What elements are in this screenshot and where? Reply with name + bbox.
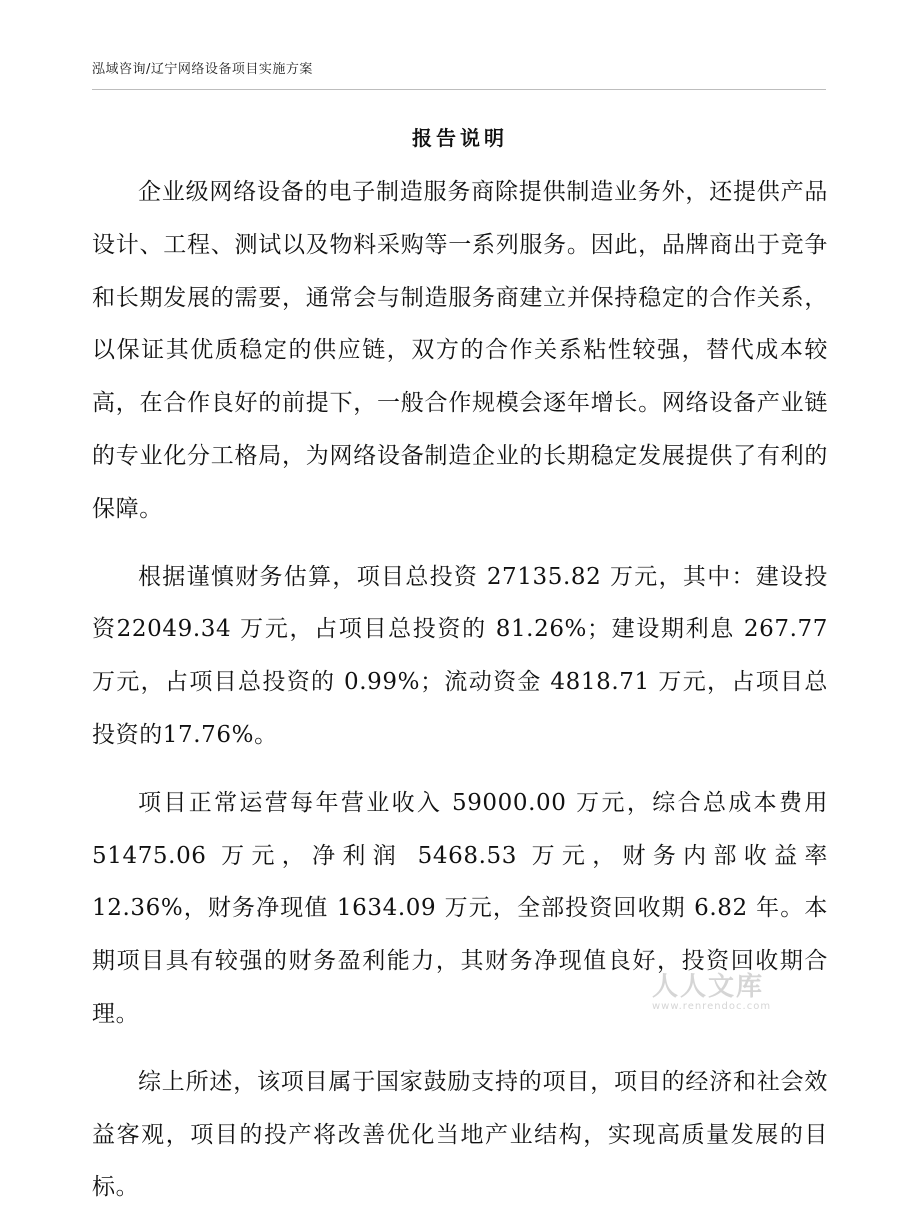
document-body	[92, 166, 828, 1229]
watermark-logo-text: 人人文库	[652, 972, 765, 1002]
watermark-logo	[652, 966, 802, 1026]
watermark-url-text: www.renrendoc.com	[652, 1001, 772, 1012]
page-header-breadcrumb: 泓域咨询/辽宁网络设备项目实施方案	[92, 58, 826, 90]
document-title: 报告说明	[412, 126, 508, 150]
paragraph-conclusion: 综上所述，该项目属于国家鼓励支持的项目，项目的经济和社会效益客观，项目的投产将改善优化当地产业结构，实现高质量发展的目标。	[92, 1068, 828, 1201]
paragraph-overview: 企业级网络设备的电子制造服务商除提供制造业务外，还提供产品设计、工程、测试以及物料采购等一系列服务。因此，品牌商出于竞争和长期发展的需要，通常会与制造服务商建立并保持稳定的合作关系，以保证其优质稳定的供应链，双方的合作关系粘性较强，替代成本较高，在合作良好的前提下，一般合作规模会逐年增长。网络设备产业链的专业化分工格局，为网络设备制造企业的长期稳定发展提供了有利的保障。	[92, 179, 828, 522]
paragraph-investment: 根据谨慎财务估算，项目总投资 27135.82 万元，其中：建设投资22049.34 万元，占项目总投资的 81.26%；建设期利息 267.77 万元，占项目总投资的 0.99%；流动资金 4818.71 万元，占项目总投资的17.76%。	[92, 563, 828, 748]
paragraph-revenue: 项目正常运营每年营业收入 59000.00 万元，综合总成本费用51475.06 万元，净利润 5468.53 万元，财务内部收益率 12.36%，财务净现值 1634.09 万元，全部投资回收期 6.82 年。本期项目具有较强的财务盈利能力，其财务净现值良好，投资回收期合理。	[92, 789, 828, 1027]
